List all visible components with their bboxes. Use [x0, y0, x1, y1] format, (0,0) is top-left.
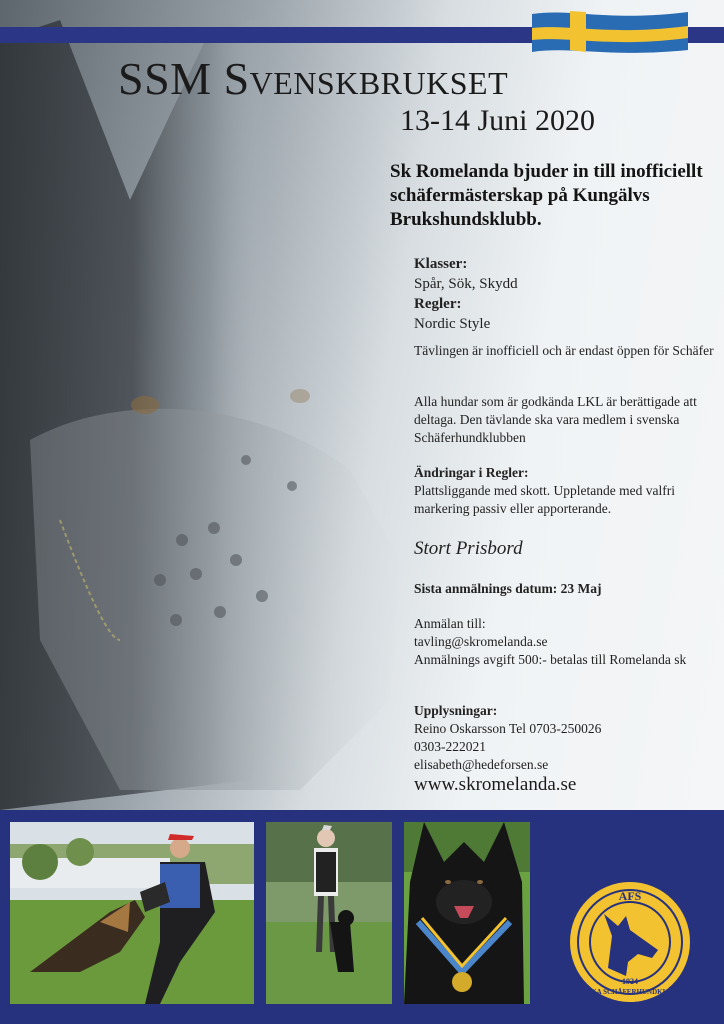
rules-label: Regler:: [414, 296, 462, 312]
rule-changes-block: [414, 464, 714, 518]
photo-heelwork: [266, 822, 392, 1004]
photo-strip: [0, 810, 724, 1024]
registration-label: Anmälan till:: [414, 616, 486, 631]
photo-protection-work: [10, 822, 254, 1004]
logo-ring-text: SVENSKA SCHÄFERHUNDKLUBBEN: [568, 988, 692, 996]
photo-black-dog-medal: [404, 822, 530, 1004]
contact-name: Reino Oskarsson Tel 0703-250026: [414, 721, 602, 736]
registration-block: [414, 615, 714, 669]
contact-phone: 0303-222021: [414, 739, 486, 754]
membership-paragraph: Alla hundar som är godkända LKL är berättigade att deltaga. Den tävlande ska vara medlem i svenska Schäferhundklubben: [414, 394, 697, 445]
page-title: [118, 52, 508, 105]
title-ssm: SSM: [118, 53, 212, 104]
registration-fee: Anmälnings avgift 500:- betalas till Romelanda sk: [414, 652, 687, 667]
intro-text: Sk Romelanda bjuder in till inofficiellt schäfermästerskap på Kungälvs Brukshundsklubb.: [390, 161, 703, 230]
registration-deadline: Sista anmälnings datum: 23 Maj: [414, 581, 602, 596]
rules-value: Nordic Style: [414, 316, 491, 332]
classes-rules-block: [414, 254, 714, 334]
classes-label: Klasser:: [414, 256, 468, 272]
eligibility-paragraph: Tävlingen är inofficiell och är endast öppen för Schäfer: [414, 343, 714, 358]
classes-value: Spår, Sök, Skydd: [414, 276, 518, 292]
rule-changes-text: Plattsliggande med skott. Uppletande med valfri markering passiv eller apporterande.: [414, 483, 675, 516]
contact-email[interactable]: elisabeth@hedeforsen.se: [414, 757, 549, 772]
contact-block: [414, 702, 714, 774]
title-main: Svenskbrukset: [223, 53, 509, 104]
logo-year: 1924: [622, 977, 638, 986]
afs-club-logo: [568, 880, 692, 1004]
website-link[interactable]: www.skromelanda.se: [414, 774, 577, 795]
event-date: 13-14 Juni 2020: [400, 104, 595, 137]
prize-heading: Stort Prisbord: [414, 538, 523, 559]
contact-label: Upplysningar:: [414, 703, 498, 718]
logo-afs-text: AFS: [618, 889, 642, 903]
rule-changes-label: Ändringar i Regler:: [414, 465, 529, 480]
swedish-flag-icon: [530, 8, 690, 56]
registration-email[interactable]: tavling@skromelanda.se: [414, 634, 548, 649]
